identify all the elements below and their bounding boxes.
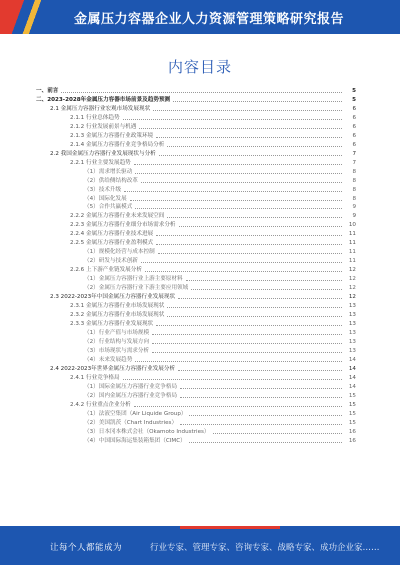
toc-entry-label: （2）研发与技术创新	[84, 258, 138, 265]
toc-entry-label: （1）行业产值与市场规模	[84, 330, 150, 337]
toc-entry-page: 14	[348, 366, 356, 373]
toc-entry-label: 2.2 我国金属压力容器行业发展现状与分析	[50, 150, 156, 157]
toc-leader-dots	[158, 252, 342, 254]
toc-leader-dots	[180, 423, 342, 425]
toc-leader-dots	[180, 387, 342, 389]
table-of-contents	[36, 86, 356, 445]
toc-leader-dots	[153, 109, 342, 111]
toc-entry-page: 11	[348, 249, 356, 256]
toc-entry-page: 8	[352, 195, 356, 202]
toc-entry-label: 2.1.4 金属压力容器行业竞争格局分析	[70, 141, 165, 148]
toc-leader-dots	[189, 414, 342, 416]
footer-slogan: 让每个人都能成为	[50, 543, 123, 553]
toc-entry-label: （3）日本冈本株式会社（Okamoto Industries）	[84, 429, 210, 436]
header-decoration-accent	[14, 0, 54, 34]
toc-entry-label: 2.1 金属压力容器行业宏观市场发展现状	[50, 105, 151, 112]
toc-entry-page: 8	[352, 177, 356, 184]
toc-leader-dots	[123, 118, 342, 120]
toc-entry-page: 14	[348, 375, 356, 382]
toc-leader-dots	[130, 199, 342, 201]
toc-entry[interactable]	[36, 418, 356, 427]
toc-entry[interactable]	[36, 113, 356, 122]
toc-entry-label: （3）市场现状与需求分析	[84, 348, 150, 355]
toc-entry[interactable]	[36, 239, 356, 248]
toc-entry-label: （2）美国凯茨（Chart Industries）	[84, 420, 178, 427]
toc-leader-dots	[213, 432, 342, 434]
toc-entry-label: （4）中国国际海运集装箱集团（CIMC）	[84, 438, 186, 445]
toc-entry[interactable]	[36, 347, 356, 356]
toc-leader-dots	[156, 243, 342, 245]
toc-leader-dots	[156, 234, 342, 236]
toc-leader-dots	[159, 154, 342, 156]
toc-entry[interactable]	[36, 158, 356, 167]
toc-leader-dots	[173, 100, 342, 102]
toc-entry[interactable]	[36, 149, 356, 158]
toc-entry[interactable]	[36, 409, 356, 418]
footer-roles: 行业专家、管理专家、咨询专家、战略专家、成功企业家……	[150, 543, 380, 553]
toc-entry-page: 13	[348, 321, 356, 328]
toc-entry[interactable]	[36, 230, 356, 239]
toc-entry[interactable]	[36, 365, 356, 374]
toc-leader-dots	[167, 306, 342, 308]
toc-entry-page: 6	[352, 132, 356, 139]
toc-entry-page: 5	[352, 96, 356, 103]
toc-entry-page: 15	[348, 402, 356, 409]
toc-leader-dots	[180, 396, 342, 398]
toc-leader-dots	[152, 333, 342, 335]
toc-entry-page: 14	[348, 384, 356, 391]
header-banner	[0, 0, 400, 34]
toc-entry-label: （1）国际金属压力容器行业竞争格局	[84, 384, 178, 391]
toc-entry[interactable]	[36, 293, 356, 302]
toc-entry-label: 二、2023-2028年金属压力容器市场前景及趋势预测	[36, 96, 171, 103]
toc-entry-label: （1）规模化经营与成本控制	[84, 249, 155, 256]
toc-entry-label: 2.3 2022-2023年中国金属压力容器行业发展现状	[50, 294, 176, 301]
toc-entry-page: 13	[348, 303, 356, 310]
toc-entry[interactable]	[36, 320, 356, 329]
toc-entry-label: 2.2.1 行业主要发展趋势	[70, 159, 131, 166]
toc-entry-page: 15	[348, 411, 356, 418]
toc-entry-label: （1）金属压力容器行业上游主要原材料	[84, 276, 183, 283]
toc-leader-dots	[179, 225, 342, 227]
toc-entry-label: （2）行业结构与发展方向	[84, 339, 150, 346]
toc-entry[interactable]	[36, 356, 356, 365]
toc-entry-label: （2）供给侧结构改革	[84, 177, 138, 184]
toc-entry-page: 15	[348, 393, 356, 400]
toc-leader-dots	[189, 441, 342, 443]
toc-entry-label: 2.4.1 行业竞争格局	[70, 375, 120, 382]
toc-leader-dots	[167, 145, 342, 147]
toc-heading: 内容目录	[167, 58, 232, 76]
toc-leader-dots	[167, 315, 342, 317]
toc-leader-dots	[124, 190, 342, 192]
toc-entry-label: 一、前言	[36, 87, 59, 94]
toc-entry-label: 2.2.6 上下游产业链发展分析	[70, 267, 142, 274]
toc-entry-label: （1）需求增长驱动	[84, 168, 133, 175]
toc-leader-dots	[152, 351, 342, 353]
toc-entry-label: （2）国内金属压力容器行业竞争格局	[84, 393, 178, 400]
toc-entry-page: 6	[352, 141, 356, 148]
toc-entry[interactable]	[36, 391, 356, 400]
toc-entry-page: 7	[352, 159, 356, 166]
toc-leader-dots	[145, 270, 342, 272]
toc-leader-dots	[123, 378, 342, 380]
toc-leader-dots	[134, 163, 342, 165]
toc-entry-page: 10	[348, 222, 356, 229]
toc-entry-page: 12	[348, 294, 356, 301]
toc-entry-label: 2.4.2 行业重点企业分析	[70, 402, 131, 409]
footer-banner	[0, 529, 400, 565]
toc-entry-label: 2.2.2 金属压力容器行业未来发展空间	[70, 213, 165, 220]
toc-entry[interactable]	[36, 248, 356, 257]
toc-leader-dots	[167, 216, 342, 218]
toc-entry-page: 12	[348, 267, 356, 274]
toc-leader-dots	[139, 127, 342, 129]
toc-entry-page: 13	[348, 330, 356, 337]
toc-entry[interactable]	[36, 284, 356, 293]
toc-entry[interactable]	[36, 427, 356, 436]
toc-entry[interactable]	[36, 122, 356, 131]
toc-entry[interactable]	[36, 212, 356, 221]
toc-leader-dots	[191, 288, 342, 290]
toc-entry[interactable]	[36, 400, 356, 409]
toc-entry-label: 2.3.3 金属压力容器行业发展现状	[70, 321, 154, 328]
toc-leader-dots	[156, 324, 342, 326]
toc-leader-dots	[135, 360, 342, 362]
toc-entry-page: 5	[352, 87, 356, 94]
toc-entry-label: 2.1.1 行业总体趋势	[70, 114, 120, 121]
toc-entry-page: 6	[352, 123, 356, 130]
toc-entry-label: 2.2.4 金属压力容器行业技术进展	[70, 231, 154, 238]
toc-entry-label: 2.3.1 金属压力容器行业市场发展现状	[70, 303, 165, 310]
toc-leader-dots	[152, 342, 342, 344]
toc-entry-page: 16	[348, 429, 356, 436]
toc-leader-dots	[141, 261, 342, 263]
toc-entry-page: 11	[348, 240, 356, 247]
toc-entry-page: 6	[352, 114, 356, 121]
toc-entry-page: 8	[352, 186, 356, 193]
toc-entry-label: （1）法液空集团（Air Liquide Group）	[84, 411, 187, 418]
toc-leader-dots	[135, 172, 342, 174]
toc-entry[interactable]	[36, 374, 356, 383]
toc-leader-dots	[134, 405, 342, 407]
toc-leader-dots	[61, 91, 342, 93]
toc-entry-page: 13	[348, 312, 356, 319]
toc-entry[interactable]	[36, 311, 356, 320]
toc-entry-page: 9	[352, 213, 356, 220]
toc-entry-label: （4）未来发展趋势	[84, 357, 133, 364]
toc-entry[interactable]	[36, 266, 356, 275]
toc-entry[interactable]	[36, 221, 356, 230]
toc-entry[interactable]	[36, 167, 356, 176]
toc-entry-label: （3）技术升级	[84, 186, 122, 193]
toc-leader-dots	[141, 181, 342, 183]
toc-entry[interactable]	[36, 194, 356, 203]
toc-entry-page: 12	[348, 276, 356, 283]
toc-entry[interactable]	[36, 176, 356, 185]
toc-entry[interactable]	[36, 131, 356, 140]
toc-entry-page: 14	[348, 357, 356, 364]
toc-entry-page: 11	[348, 258, 356, 265]
toc-leader-dots	[178, 369, 342, 371]
toc-entry[interactable]	[36, 140, 356, 149]
report-title: 金属压力容器企业人力资源管理策略研究报告	[74, 12, 345, 27]
toc-entry-label: （2）金属压力容器行业下游主要应用领域	[84, 285, 189, 292]
toc-entry-page: 8	[352, 168, 356, 175]
toc-entry[interactable]	[36, 302, 356, 311]
toc-entry-label: （5）合作共赢模式	[84, 204, 133, 211]
toc-entry-label: 2.4 2022-2023年世界金属压力容器行业发展分析	[50, 366, 176, 373]
toc-leader-dots	[186, 279, 342, 281]
toc-entry-page: 11	[348, 231, 356, 238]
toc-entry-page: 9	[352, 204, 356, 211]
toc-entry-page: 12	[348, 285, 356, 292]
toc-leader-dots	[156, 136, 342, 138]
toc-entry[interactable]	[36, 257, 356, 266]
toc-entry-label: （4）国际化发展	[84, 195, 127, 202]
toc-entry[interactable]	[36, 203, 356, 212]
toc-entry-page: 13	[348, 339, 356, 346]
toc-entry-label: 2.1.2 行业发展前景与机遇	[70, 123, 137, 130]
toc-entry-page: 16	[348, 438, 356, 445]
toc-entry[interactable]	[36, 104, 356, 113]
toc-entry[interactable]	[36, 86, 356, 95]
toc-leader-dots	[178, 297, 342, 299]
toc-entry-page: 15	[348, 420, 356, 427]
toc-entry-page: 7	[352, 150, 356, 157]
toc-entry[interactable]	[36, 382, 356, 391]
toc-entry[interactable]	[36, 185, 356, 194]
toc-entry[interactable]	[36, 95, 356, 104]
toc-entry[interactable]	[36, 338, 356, 347]
toc-entry-page: 6	[352, 105, 356, 112]
toc-entry-label: 2.3.2 金属压力容器行业市场发展现状	[70, 312, 165, 319]
toc-entry-page: 13	[348, 348, 356, 355]
toc-entry-label: 2.2.3 金属压力容器行业细分市场需求分析	[70, 222, 176, 229]
toc-entry[interactable]	[36, 275, 356, 284]
toc-entry[interactable]	[36, 436, 356, 445]
toc-entry[interactable]	[36, 329, 356, 338]
toc-leader-dots	[135, 207, 342, 209]
toc-entry-label: 2.1.3 金属压力容器行业政策环境	[70, 132, 154, 139]
toc-entry-label: 2.2.5 金属压力容器行业盈利模式	[70, 240, 154, 247]
